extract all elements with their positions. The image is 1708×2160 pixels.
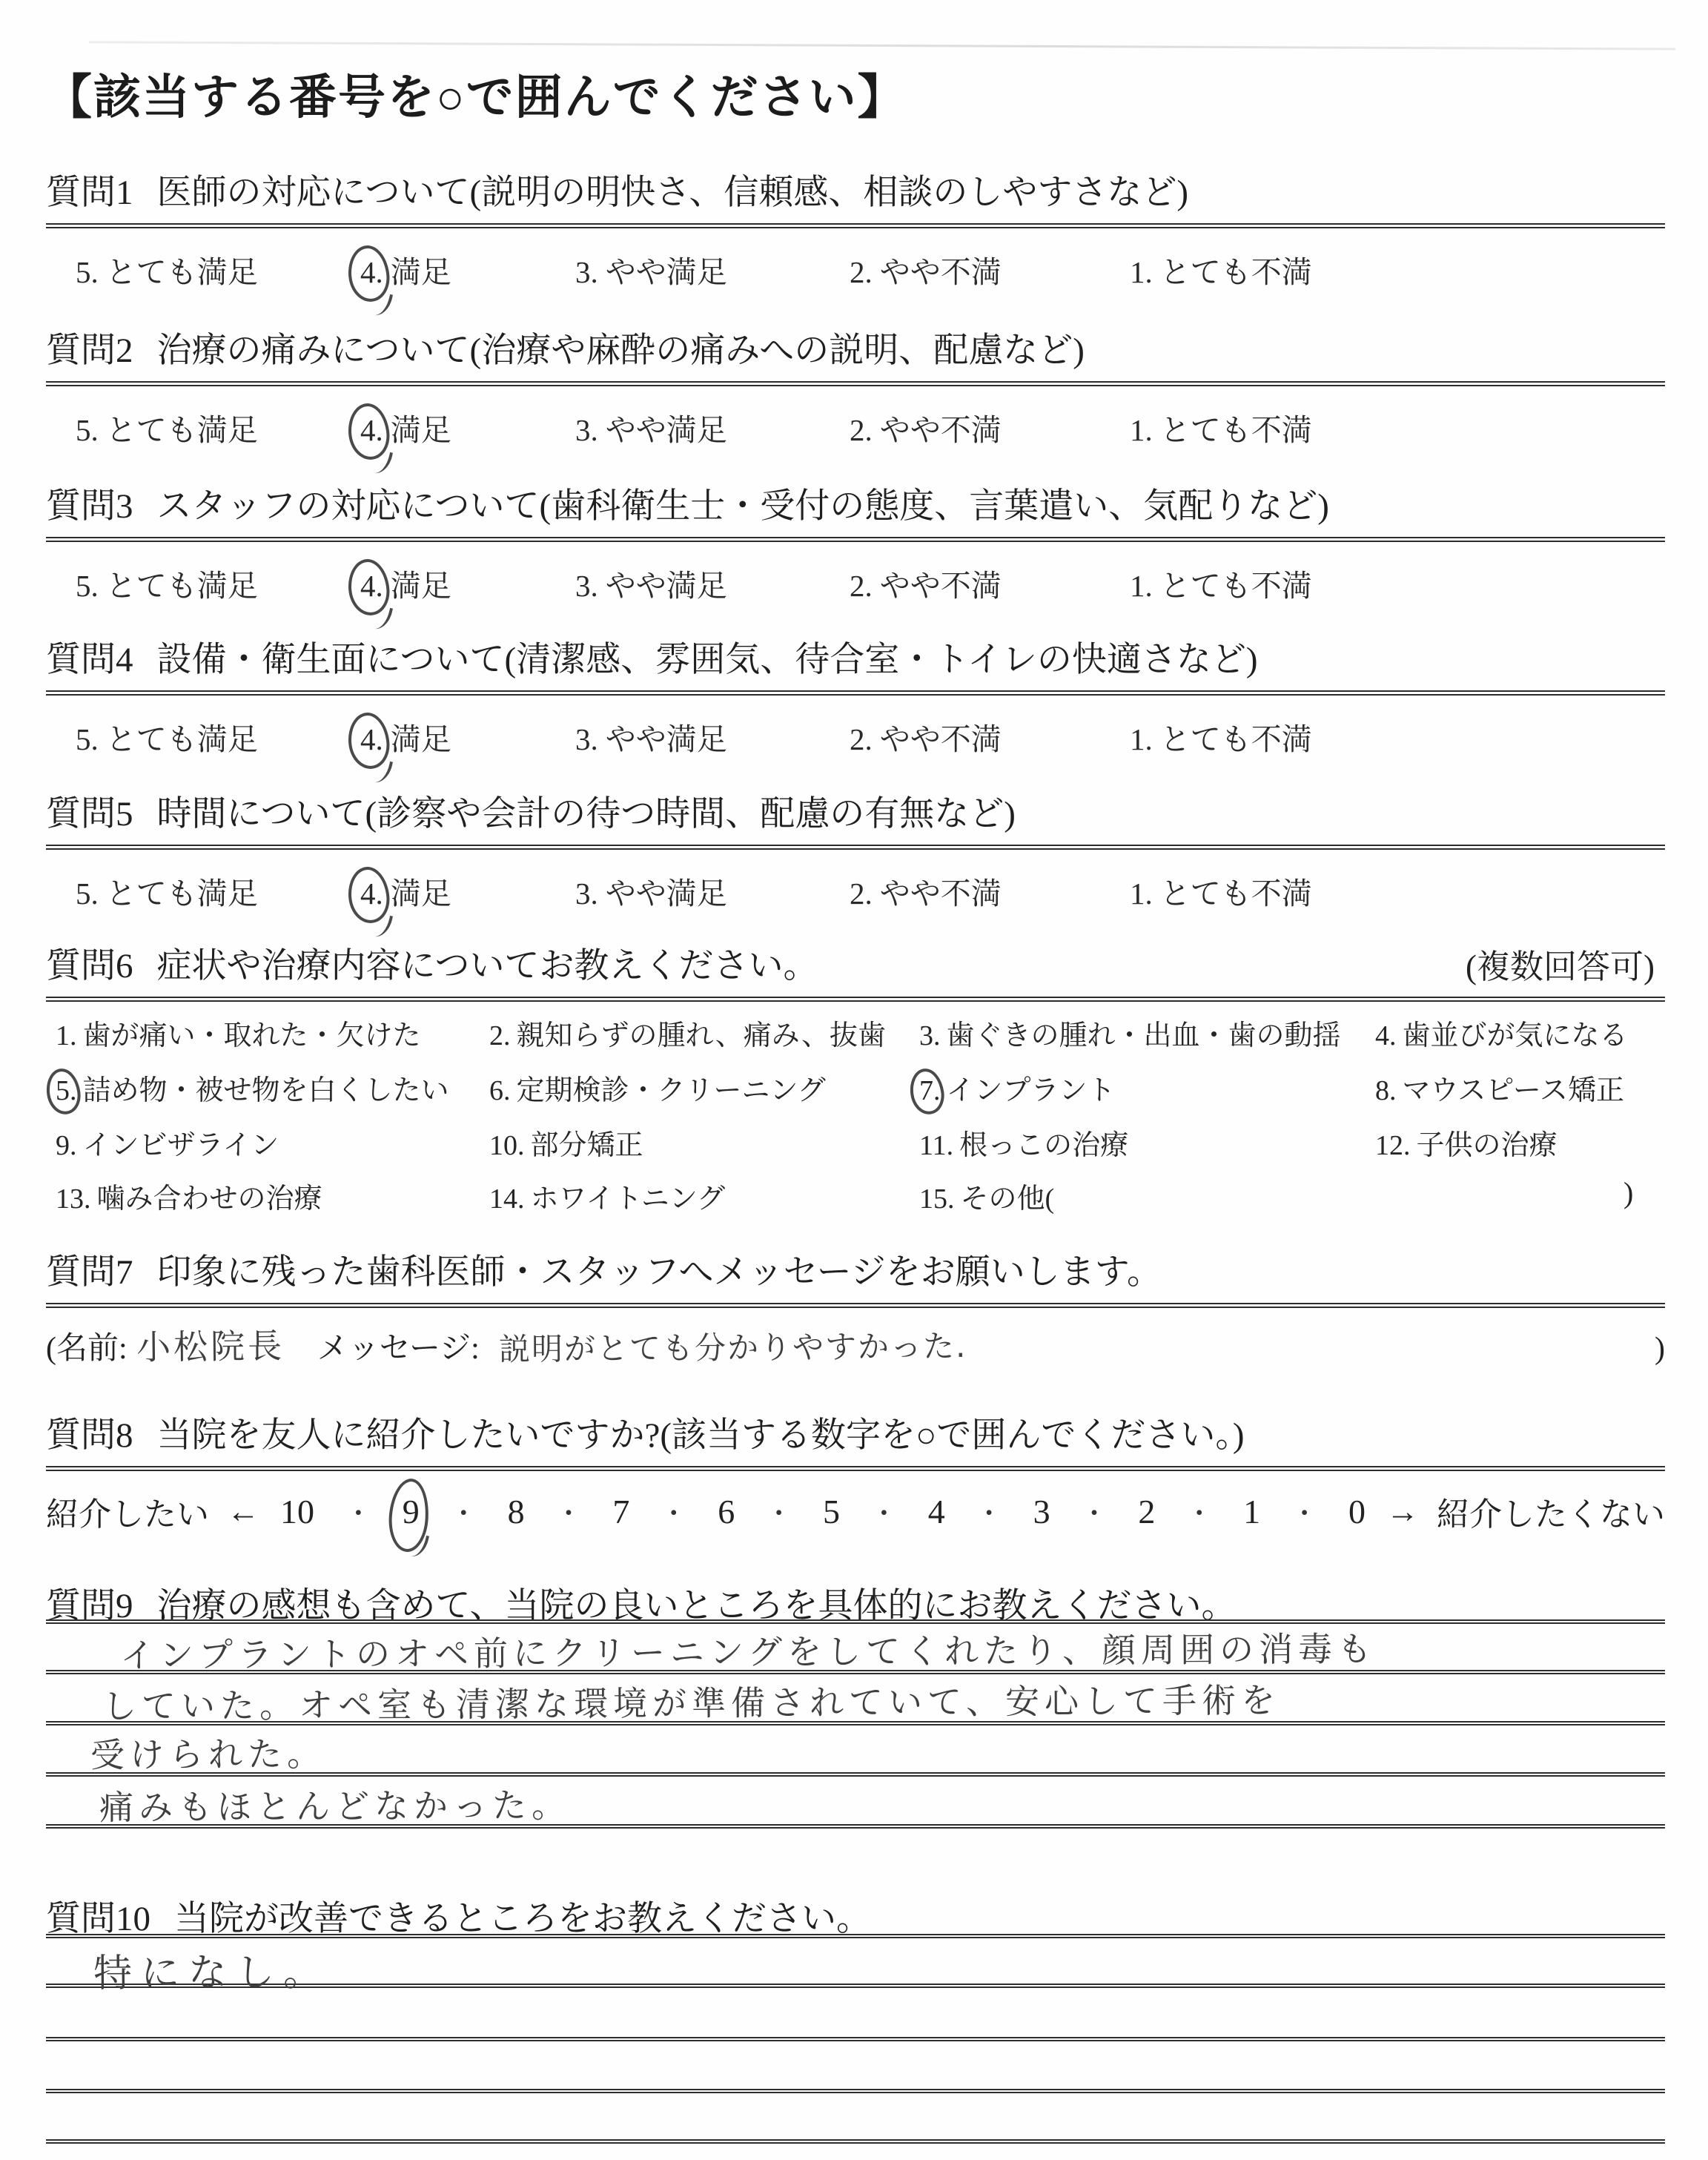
left-arrow-icon: ← bbox=[227, 1493, 259, 1530]
dot-separator: ・ bbox=[870, 1498, 898, 1528]
rating-option-circled: 4. 満足 bbox=[360, 722, 451, 756]
handdrawn-circle: 4. bbox=[360, 569, 383, 603]
question-number: 質問9 bbox=[46, 1587, 133, 1625]
handwritten-answer: インプラントのオペ前にクリーニングをしてくれたり、顔周囲の消毒も bbox=[119, 1628, 1377, 1676]
question-number: 質問10 bbox=[46, 1900, 150, 1938]
question-4-block bbox=[46, 632, 1665, 785]
answer-line-rule bbox=[46, 2037, 1665, 2041]
question-heading bbox=[46, 632, 1665, 681]
rating-option: 5. とても満足 bbox=[76, 569, 258, 603]
rating-option: 5. とても満足 bbox=[76, 876, 258, 911]
divider bbox=[46, 537, 1665, 542]
rating-option: 2. やや不満 bbox=[850, 569, 1002, 603]
page-title: 【該当する番号を○で囲んでください】 bbox=[44, 71, 907, 124]
question-number: 質問7 bbox=[46, 1253, 133, 1292]
scale-number: 1 bbox=[1243, 1492, 1261, 1530]
scale-number: 7 bbox=[612, 1492, 630, 1530]
dot-separator: ・ bbox=[1080, 1498, 1108, 1528]
divider bbox=[46, 223, 1665, 228]
handwritten-message: 説明がとても分かりやすかった. bbox=[498, 1327, 967, 1368]
symptom-option: 2. 親知らずの腫れ、痛み、抜歯 bbox=[489, 1020, 887, 1051]
handdrawn-circle: 5. bbox=[56, 1075, 77, 1106]
rating-option-circled: 4. 満足 bbox=[360, 876, 451, 911]
divider bbox=[46, 1303, 1665, 1308]
rating-options-row bbox=[46, 228, 1665, 317]
handwritten-name: 小松院長 bbox=[136, 1325, 285, 1368]
scale-number-circled: 9 bbox=[402, 1492, 420, 1530]
rating-option: 2. やや不満 bbox=[850, 722, 1002, 756]
question-heading bbox=[46, 1244, 1665, 1294]
handdrawn-circle: 4. bbox=[360, 876, 383, 911]
rating-option: 3. やや満足 bbox=[575, 255, 727, 289]
handdrawn-circle: 4. bbox=[360, 722, 383, 756]
question-heading bbox=[46, 938, 1665, 988]
rating-option: 1. とても不満 bbox=[1130, 255, 1312, 289]
symptom-option-circled: 5. 詰め物・被せ物を白くしたい bbox=[56, 1075, 449, 1106]
question-10-block bbox=[46, 1891, 1665, 2147]
question-text: 設備・衛生面について(清潔感、雰囲気、待合室・トイレの快適さなど) bbox=[156, 641, 1258, 679]
dot-separator: ・ bbox=[1291, 1498, 1318, 1528]
question-heading bbox=[46, 786, 1665, 836]
rating-option: 5. とても満足 bbox=[76, 722, 258, 756]
rating-option: 1. とても不満 bbox=[1130, 876, 1312, 911]
multiple-answers-note: (複数回答可) bbox=[1466, 948, 1655, 985]
rating-options-row bbox=[46, 542, 1665, 631]
scale-number: 5 bbox=[822, 1492, 840, 1530]
rating-options-row bbox=[46, 386, 1665, 475]
question-heading bbox=[46, 1407, 1665, 1457]
divider bbox=[46, 690, 1665, 696]
handwritten-answer: 特になし。 bbox=[93, 1950, 331, 1996]
symptom-option: 14. ホワイトニング bbox=[489, 1183, 726, 1215]
scale-right-label: 紹介したくない bbox=[1437, 1496, 1665, 1533]
scale-number: 4 bbox=[927, 1492, 945, 1530]
question-8-block bbox=[46, 1407, 1665, 1535]
dot-separator: ・ bbox=[450, 1498, 477, 1528]
message-answer-row bbox=[46, 1320, 1665, 1369]
question-number: 質問5 bbox=[46, 795, 133, 833]
handdrawn-circle: 4. bbox=[360, 255, 383, 289]
message-label: メッセージ: bbox=[317, 1332, 480, 1366]
handwritten-answer: していた。オペ室も清潔な環境が準備されていて、安心して手術を bbox=[102, 1680, 1281, 1727]
question-7-block bbox=[46, 1244, 1665, 1369]
divider bbox=[46, 845, 1665, 850]
rating-option-circled: 4. 満足 bbox=[360, 255, 451, 289]
symptom-option: 4. 歯並びが気になる bbox=[1375, 1020, 1628, 1051]
rating-option-circled: 4. 満足 bbox=[360, 413, 451, 447]
name-label: (名前: bbox=[46, 1332, 128, 1366]
rating-option: 3. やや満足 bbox=[575, 413, 727, 447]
question-text: 治療の感想も含めて、当院の良いところを具体的にお教えください。 bbox=[156, 1587, 1237, 1625]
symptom-option: 11. 根っこの治療 bbox=[919, 1130, 1129, 1161]
rating-option-circled: 4. 満足 bbox=[360, 569, 451, 603]
dot-separator: ・ bbox=[976, 1498, 1003, 1528]
question-text: 当院を友人に紹介したいですか?(該当する数字を○で囲んでください。) bbox=[156, 1416, 1245, 1455]
answer-line-rule bbox=[46, 1619, 1665, 1624]
question-1-block bbox=[46, 165, 1665, 317]
symptom-option: 10. 部分矯正 bbox=[489, 1130, 643, 1161]
rating-option: 5. とても満足 bbox=[76, 413, 258, 447]
scale-number: 10 bbox=[280, 1492, 314, 1530]
answer-line-rule bbox=[46, 2089, 1665, 2093]
scale-number: 0 bbox=[1348, 1492, 1366, 1530]
scale-left-label: 紹介したい bbox=[46, 1496, 209, 1533]
rating-option: 3. やや満足 bbox=[575, 876, 727, 911]
symptom-option: 1. 歯が痛い・取れた・欠けた bbox=[56, 1020, 421, 1051]
question-6-block bbox=[46, 938, 1665, 1235]
question-text: スタッフの対応について(歯科衛生士・受付の態度、言葉遣い、気配りなど) bbox=[156, 487, 1329, 526]
question-5-block bbox=[46, 786, 1665, 939]
rating-option: 2. やや不満 bbox=[850, 413, 1002, 447]
handdrawn-circle: 4. bbox=[360, 413, 383, 447]
symptom-option: 12. 子供の治療 bbox=[1375, 1130, 1558, 1161]
question-number: 質問3 bbox=[46, 487, 133, 526]
dot-separator: ・ bbox=[555, 1498, 582, 1528]
divider bbox=[46, 1466, 1665, 1471]
scale-number: 2 bbox=[1138, 1492, 1156, 1530]
recommend-scale-row bbox=[46, 1487, 1665, 1535]
close-paren: ) bbox=[1655, 1332, 1665, 1366]
question-9-block bbox=[46, 1578, 1665, 1834]
question-text: 症状や治療内容についてお教えください。 bbox=[156, 947, 818, 985]
right-arrow-icon: → bbox=[1386, 1493, 1419, 1530]
scale-number: 3 bbox=[1033, 1492, 1050, 1530]
question-heading bbox=[46, 1891, 1665, 1941]
rating-options-row bbox=[46, 850, 1665, 939]
other-close-paren: ) bbox=[1623, 1176, 1634, 1209]
dot-separator: ・ bbox=[345, 1498, 372, 1528]
rating-option: 1. とても不満 bbox=[1130, 413, 1312, 447]
dot-separator: ・ bbox=[660, 1498, 687, 1528]
symptom-option: 13. 噛み合わせの治療 bbox=[56, 1183, 322, 1215]
symptom-option: 9. インビザライン bbox=[56, 1130, 279, 1161]
question-text: 時間について(診察や会計の待つ時間、配慮の有無など) bbox=[156, 795, 1016, 833]
question-number: 質問6 bbox=[46, 947, 133, 985]
question-number: 質問4 bbox=[46, 641, 133, 679]
question-heading bbox=[46, 323, 1665, 372]
question-heading bbox=[46, 478, 1665, 528]
question-number: 質問2 bbox=[46, 331, 133, 370]
question-3-block bbox=[46, 478, 1665, 631]
divider bbox=[46, 381, 1665, 386]
scan-artifact-line bbox=[89, 41, 1675, 50]
rating-option: 3. やや満足 bbox=[575, 722, 727, 756]
handdrawn-circle: 7. bbox=[919, 1075, 941, 1106]
symptom-option: 3. 歯ぐきの腫れ・出血・歯の動揺 bbox=[919, 1020, 1341, 1051]
answer-line-rule bbox=[46, 1934, 1665, 1938]
dot-separator: ・ bbox=[1185, 1498, 1213, 1528]
divider bbox=[46, 997, 1665, 1002]
handwritten-answer: 痛みもほとんどなかった。 bbox=[99, 1785, 572, 1828]
rating-option: 5. とても満足 bbox=[76, 255, 258, 289]
question-heading bbox=[46, 165, 1665, 214]
symptom-option: 6. 定期検診・クリーニング bbox=[489, 1075, 826, 1106]
dot-separator: ・ bbox=[765, 1498, 792, 1528]
rating-option: 2. やや不満 bbox=[850, 876, 1002, 911]
rating-options-row bbox=[46, 696, 1665, 785]
answer-line-rule bbox=[46, 2139, 1665, 2144]
scale-numbers bbox=[270, 1492, 1376, 1531]
symptom-option: 8. マウスピース矯正 bbox=[1375, 1075, 1624, 1106]
symptom-option-other: 15. その他( bbox=[919, 1183, 1055, 1215]
question-text: 印象に残った歯科医師・スタッフへメッセージをお願いします。 bbox=[156, 1253, 1162, 1292]
scale-number: 8 bbox=[507, 1492, 525, 1530]
symptom-option-circled: 7. インプラント bbox=[919, 1075, 1116, 1106]
rating-option: 2. やや不満 bbox=[850, 255, 1002, 289]
question-text: 医師の対応について(説明の明快さ、信頼感、相談のしやすさなど) bbox=[156, 174, 1188, 212]
rating-option: 1. とても不満 bbox=[1130, 569, 1312, 603]
handwritten-answer: 受けられた。 bbox=[90, 1734, 327, 1775]
rating-option: 3. やや満足 bbox=[575, 569, 727, 603]
rating-option: 1. とても不満 bbox=[1130, 722, 1312, 756]
question-2-block bbox=[46, 323, 1665, 475]
scale-number: 6 bbox=[718, 1492, 735, 1530]
question-text: 治療の痛みについて(治療や麻酔の痛みへの説明、配慮など) bbox=[156, 331, 1085, 370]
question-text: 当院が改善できるところをお教えください。 bbox=[174, 1900, 871, 1938]
question-number: 質問1 bbox=[46, 174, 133, 212]
question-number: 質問8 bbox=[46, 1416, 133, 1455]
